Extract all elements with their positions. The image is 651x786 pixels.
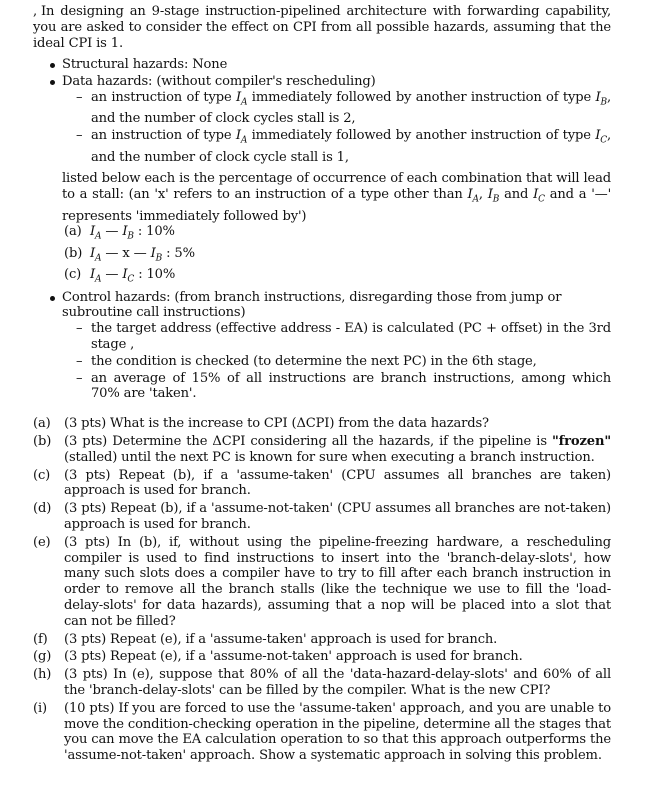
question-item: (a) (3 pts) What is the increase to CPI (ΔCPI) from the data hazards? [33, 416, 489, 432]
question-item: (d) (3 pts) Repeat (b), if a 'assume-not-taken' (CPU assumes all branches are not-taken) approach is used for branch. [33, 501, 611, 532]
control-hazard-condition: – the condition is checked (to determine the next PC) in the 6th stage, [76, 354, 611, 370]
question-item: (f) (3 pts) Repeat (e), if a 'assume-taken' approach is used for branch. [33, 631, 498, 647]
combination-intro: listed below each is the percentage of occurrence of each combination that will lead to a stall: (an 'x' refers to an instruction of a type other than $I_A$, $I_B$ and $I_C$ and a '—' represents 'immediately followed by') [62, 171, 612, 224]
data-hazard-ia-ib: – an instruction of type $I_A$ immediately followed by another instruction of type $I_B$, and the number of clock cycles stall is 2, [76, 90, 611, 127]
hazard-list [33, 57, 611, 402]
structural-hazard-item: Structural hazards: None [48, 57, 611, 73]
control-hazard-ea: – the target address (effective address - EA) is calculated (PC + offset) in the 3rd stage , [76, 321, 611, 353]
data-hazard-heading: Data hazards: (without compiler's rescheduling) [62, 74, 376, 90]
combination-list [62, 224, 611, 288]
combination-item: (b) $I_A$ — x — $I_B$ : 5% [64, 245, 195, 264]
question-item: (h) (3 pts) In (e), suppose that 80% of all the 'data-hazard-delay-slots' and 60% of all the 'branch-delay-slots' can be filled by the compiler. What is the new CPI? [33, 667, 611, 698]
intro-text: In designing an 9-stage instruction-pipelined architecture with forwarding capability, you are asked to consider the effect on CPI from all possible hazards, assuming that the ideal CPI is 1. [33, 4, 611, 51]
data-hazard-item [48, 74, 611, 288]
stray-mark: , [33, 4, 38, 19]
question-item: (c) (3 pts) Repeat (b), if a 'assume-taken' (CPU assumes all branches are taken) approach is used for branch. [33, 467, 611, 499]
control-hazard-sublist [62, 321, 611, 402]
question-list [33, 416, 611, 764]
control-hazard-heading: Control hazards: (from branch instructions, disregarding those from jump or subroutine call instructions) [62, 289, 562, 321]
intro-paragraph [33, 4, 611, 51]
combination-item: (a) $I_A$ — $I_B$ : 10% [64, 224, 175, 242]
combination-item: (c) $I_A$ — $I_C$ : 10% [64, 267, 176, 285]
control-hazard-item [48, 290, 611, 403]
data-hazard-sublist [62, 90, 611, 165]
question-item: (e) (3 pts) In (b), if, without using the pipeline-freezing hardware, a rescheduling compiler is used to find instructions to insert into the 'branch-delay-slots', how many such slots does a compiler have to try to fill after each branch instruction in order to remove all the branch stalls (like the technique we use to fill the 'load-delay-slots' for data hazards), assuming that a nop will be placed into a slot that can not be filled? [33, 534, 611, 629]
question-item: (b) (3 pts) Determine the ΔCPI considering all the hazards, if the pipeline is "frozen" (stalled) until the next PC is known for sure when executing a branch instruction. [33, 433, 611, 465]
question-item: (g) (3 pts) Repeat (e), if a 'assume-not-taken' approach is used for branch. [33, 649, 523, 665]
data-hazard-ia-ic: – an instruction of type $I_A$ immediately followed by another instruction of type $I_C$, and the number of clock cycle stall is 1, [76, 128, 611, 165]
control-hazard-branch-freq: – an average of 15% of all instructions are branch instructions, among which 70% are 'taken'. [76, 371, 611, 403]
question-item: (i) (10 pts) If you are forced to use the 'assume-taken' approach, and you are unable to move the condition-checking operation in the pipeline, determine all the stages that you can move the EA calculation operation to so that this approach outperforms the 'assume-not-taken' approach. Show a systematic approach in solving this problem. [33, 700, 611, 764]
